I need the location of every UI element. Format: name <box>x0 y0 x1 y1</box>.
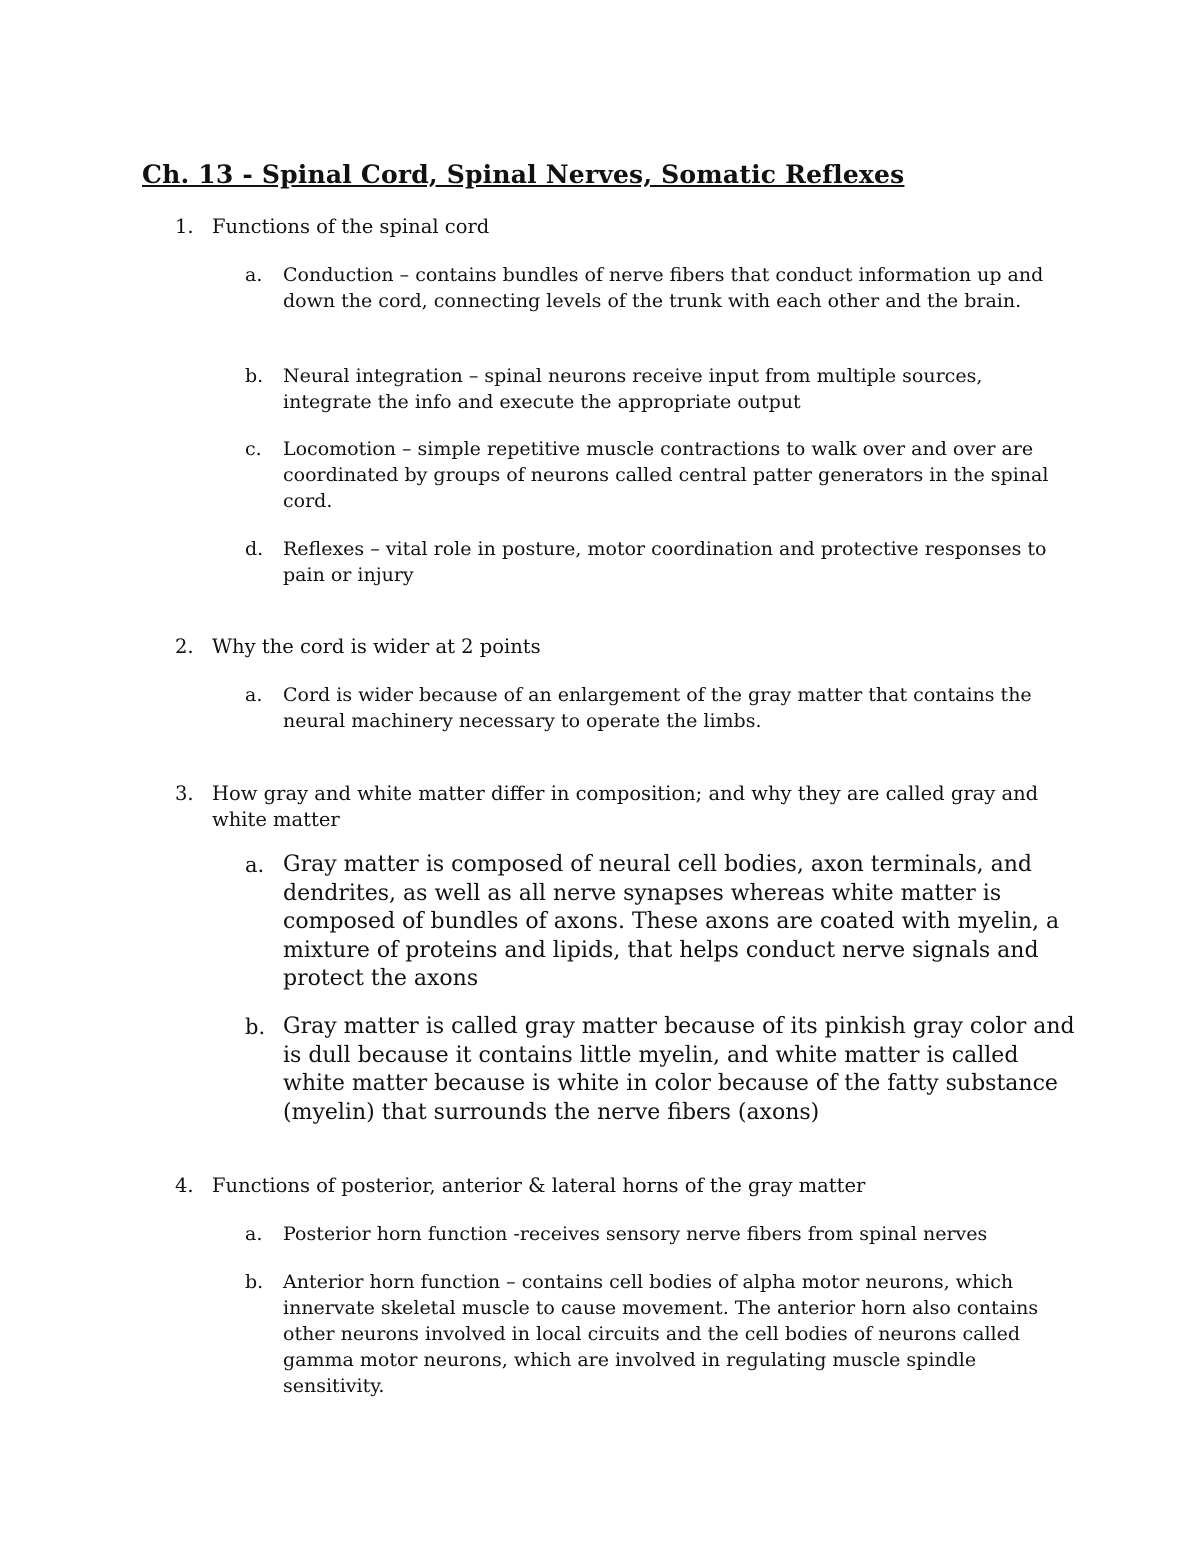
question-2 <box>175 634 1055 660</box>
answer-letter: a. <box>245 853 265 877</box>
answer-text: Gray matter is called gray matter because of its pinkish gray color and is dull because it contains little myelin, and white matter is called white matter because is white in color because of the fatty substance (myelin) that surrounds the nerve fibers (axons) <box>283 1014 1075 1125</box>
question-1 <box>175 214 1055 240</box>
answer-text: Gray matter is composed of neural cell bodies, axon terminals, and dendrites, as well as all nerve synapses whereas white matter is composed of bundles of axons. These axons are coated with myelin, a mixture of proteins and lipids, that helps conduct nerve signals and protect the axons <box>283 852 1060 991</box>
answer-text: Cord is wider because of an enlargement of the gray matter that contains the neural machinery necessary to operate the limbs. <box>283 684 1032 732</box>
answer-text: Locomotion – simple repetitive muscle contractions to walk over and over are coordinated by groups of neurons called central patter generators in the spinal cord. <box>283 438 1049 512</box>
question-text: Why the cord is wider at 2 points <box>212 635 541 658</box>
answer-text: Posterior horn function -receives sensory nerve fibers from spinal nerves <box>283 1223 988 1245</box>
answer-4b <box>245 1269 1075 1399</box>
answer-text: Neural integration – spinal neurons receive input from multiple sources, integrate the info and execute the appropriate output <box>283 365 983 413</box>
question-4 <box>175 1173 1055 1199</box>
answer-3a <box>245 851 1075 994</box>
question-text: Functions of the spinal cord <box>212 215 490 238</box>
question-3 <box>175 781 1055 833</box>
answer-4a <box>245 1221 1075 1247</box>
answer-letter: b. <box>245 1015 266 1039</box>
answer-3b <box>245 1013 1075 1127</box>
answer-1c <box>245 436 1075 514</box>
answer-letter: a. <box>245 684 263 706</box>
question-number: 2. <box>175 635 194 658</box>
question-number: 3. <box>175 782 194 805</box>
answer-letter: b. <box>245 1271 264 1293</box>
question-number: 4. <box>175 1174 194 1197</box>
answer-letter: c. <box>245 438 262 460</box>
answer-2a <box>245 682 1075 734</box>
answer-1b <box>245 363 1075 415</box>
question-text: Functions of posterior, anterior & lateral horns of the gray matter <box>212 1174 866 1197</box>
answer-letter: a. <box>245 1223 263 1245</box>
answer-text: Conduction – contains bundles of nerve fibers that conduct information up and down the cord, connecting levels of the trunk with each other and the brain. <box>283 264 1044 312</box>
page-title: Ch. 13 - Spinal Cord, Spinal Nerves, Somatic Reflexes <box>142 160 905 189</box>
question-text: How gray and white matter differ in composition; and why they are called gray and white matter <box>212 782 1039 831</box>
answer-1d <box>245 536 1075 588</box>
answer-text: Anterior horn function – contains cell bodies of alpha motor neurons, which innervate skeletal muscle to cause movement. The anterior horn also contains other neurons involved in local circuits and the cell bodies of neurons called gamma motor neurons, which are involved in regulating muscle spindle sensitivity. <box>283 1271 1039 1397</box>
answer-letter: a. <box>245 264 263 286</box>
answer-text: Reflexes – vital role in posture, motor coordination and protective responses to pain or injury <box>283 538 1047 586</box>
question-number: 1. <box>175 215 194 238</box>
answer-letter: d. <box>245 538 264 560</box>
answer-1a <box>245 262 1075 314</box>
answer-letter: b. <box>245 365 264 387</box>
